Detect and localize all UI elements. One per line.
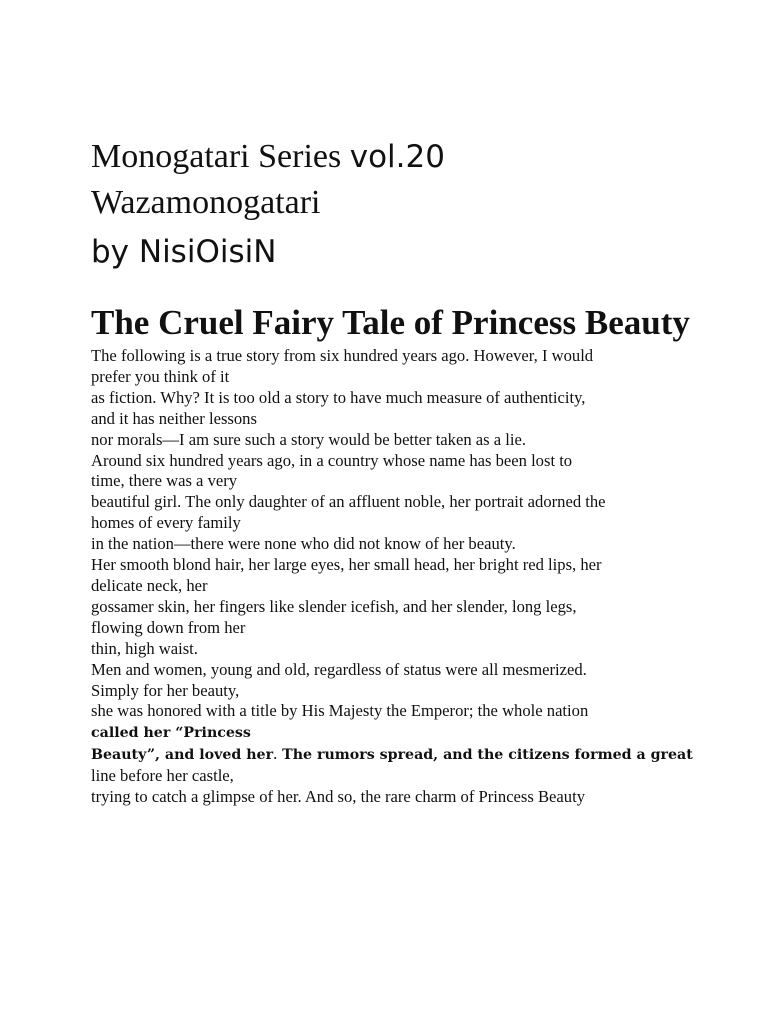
document-page: [91, 134, 691, 808]
body-line-bold: [91, 722, 691, 744]
body-line: she was honored with a title by His Majesty the Emperor; the whole nation: [91, 701, 589, 721]
body-line: delicate neck, her: [91, 575, 208, 595]
body-line: Simply for her beauty,: [91, 680, 240, 700]
body-line: time, there was a very: [91, 471, 238, 491]
body-line: The following is a true story from six hundred years ago. However, I would: [91, 346, 594, 365]
plain-segment: .: [273, 744, 278, 764]
body-text: [91, 346, 691, 808]
series-heading: [91, 134, 691, 180]
body-line-mixed: [91, 744, 691, 766]
body-line: Men and women, young and old, regardless of status were all mesmerized.: [91, 659, 587, 679]
bold-segment: The rumors spread, and the citizens formed a great: [277, 747, 693, 764]
body-line: gossamer skin, her fingers like slender icefish, and her slender, long legs,: [91, 596, 577, 616]
volume-number: vol.20: [349, 139, 445, 175]
body-line: flowing down from her: [91, 617, 246, 637]
book-title: Wazamonogatari: [91, 184, 321, 221]
series-name: Monogatari Series: [91, 138, 342, 175]
body-line: as fiction. Why? It is too old a story to have much measure of authenticity,: [91, 387, 586, 407]
bold-segment: Beauty”, and loved her: [91, 747, 274, 764]
body-line: Around six hundred years ago, in a country whose name has been lost to: [91, 450, 573, 470]
body-line: nor morals—I am sure such a story would be better taken as a lie.: [91, 429, 526, 449]
body-line: Her smooth blond hair, her large eyes, her small head, her bright red lips, her: [91, 555, 602, 575]
body-line: trying to catch a glimpse of her. And so, the rare charm of Princess Beauty: [91, 787, 585, 807]
chapter-title: The Cruel Fairy Tale of Princess Beauty: [91, 303, 690, 342]
bold-segment: called her “Princess: [91, 725, 251, 742]
body-line: line before her castle,: [91, 766, 234, 786]
body-line: prefer you think of it: [91, 366, 230, 386]
body-line: and it has neither lessons: [91, 408, 257, 428]
body-line: thin, high waist.: [91, 638, 198, 658]
body-line: beautiful girl. The only daughter of an affluent noble, her portrait adorned the: [91, 492, 606, 512]
author-line: by NisiOisiN: [91, 234, 277, 270]
body-line: in the nation—there were none who did not know of her beauty.: [91, 534, 516, 554]
body-line: homes of every family: [91, 513, 241, 533]
